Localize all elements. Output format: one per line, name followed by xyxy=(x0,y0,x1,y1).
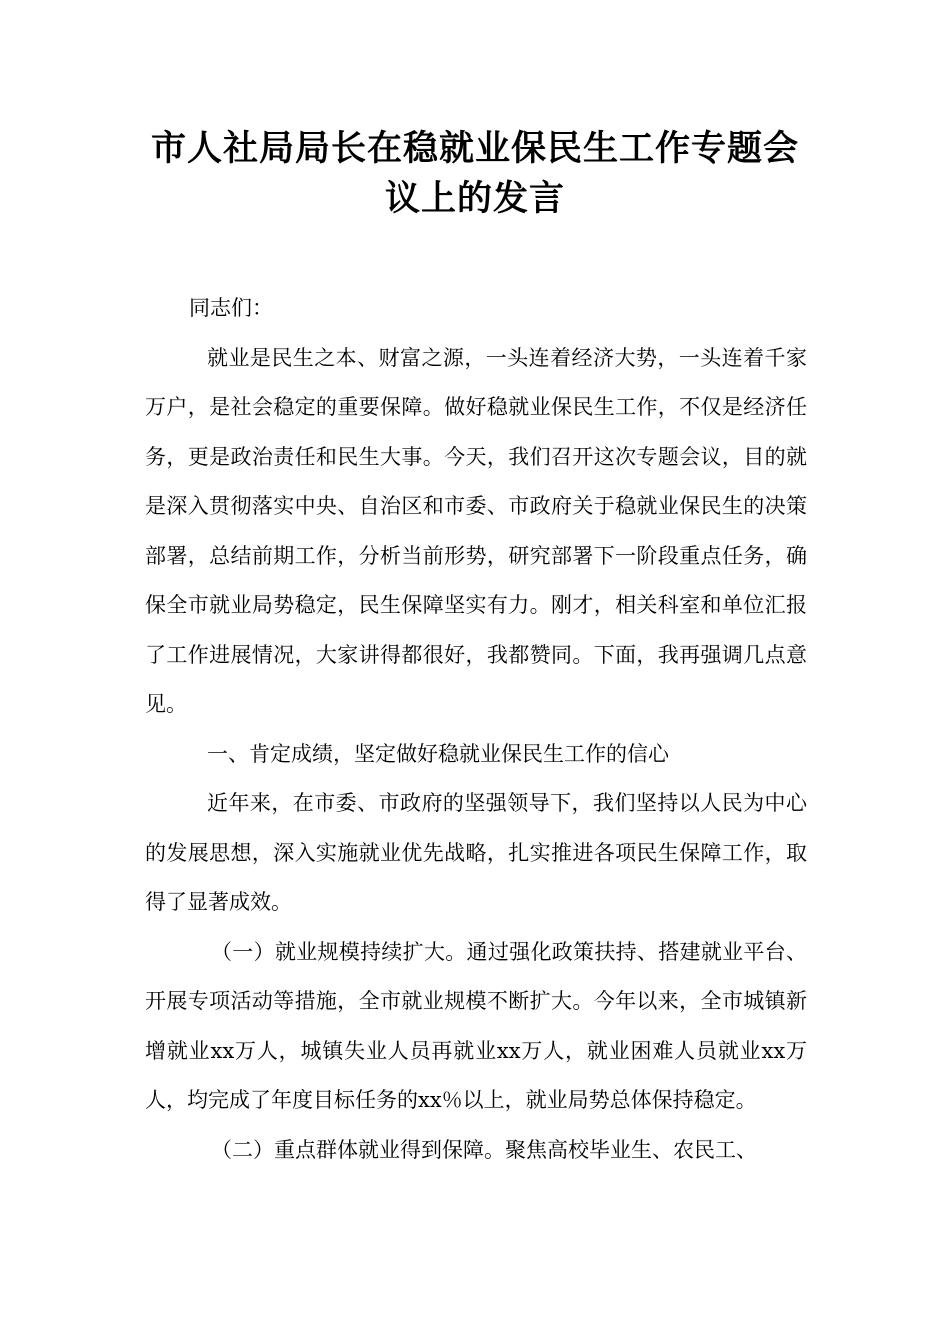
salutation: 同志们： xyxy=(189,296,273,320)
subsection-1: （一）就业规模持续扩大。通过强化政策扶持、搭建就业平台、开展专项活动等措施，全市就业规模不断扩大。今年以来，全市城镇新增就业xx万人，城镇失业人员再就业xx万人，就业困难人员就业xx万人，均完成了年度目标任务的xx％以上，就业局势总体保持稳定。 xyxy=(145,939,807,1112)
intro-paragraph: 就业是民生之本、财富之源，一头连着经济大势，一头连着千家万户，是社会稳定的重要保障。做好稳就业保民生工作，不仅是经济任务，更是政治责任和民生大事。今天，我们召开这次专题会议，目的就是深入贯彻落实中央、自治区和市委、市政府关于稳就业保民生的决策部署，总结前期工作，分析当前形势，研究部署下一阶段重点任务，确保全市就业局势稳定，民生保障坚实有力。刚才，相关科室和单位汇报了工作进展情况，大家讲得都很好，我都赞同。下面，我再强调几点意见。 xyxy=(145,345,807,716)
document-body xyxy=(145,284,807,1175)
section-1-intro: 近年来，在市委、市政府的坚强领导下，我们坚持以人民为中心的发展思想，深入实施就业优先战略，扎实推进各项民生保障工作，取得了显著成效。 xyxy=(145,791,807,914)
subsection-2: （二）重点群体就业得到保障。聚焦高校毕业生、农民工、 xyxy=(211,1137,757,1162)
section-heading-1: 一、肯定成绩，坚定做好稳就业保民生工作的信心 xyxy=(207,741,669,766)
title-line-1: 市人社局局长在稳就业保民生工作专题会 xyxy=(150,129,799,169)
title-line-2: 议上的发言 xyxy=(384,179,565,219)
document-title xyxy=(120,124,830,224)
